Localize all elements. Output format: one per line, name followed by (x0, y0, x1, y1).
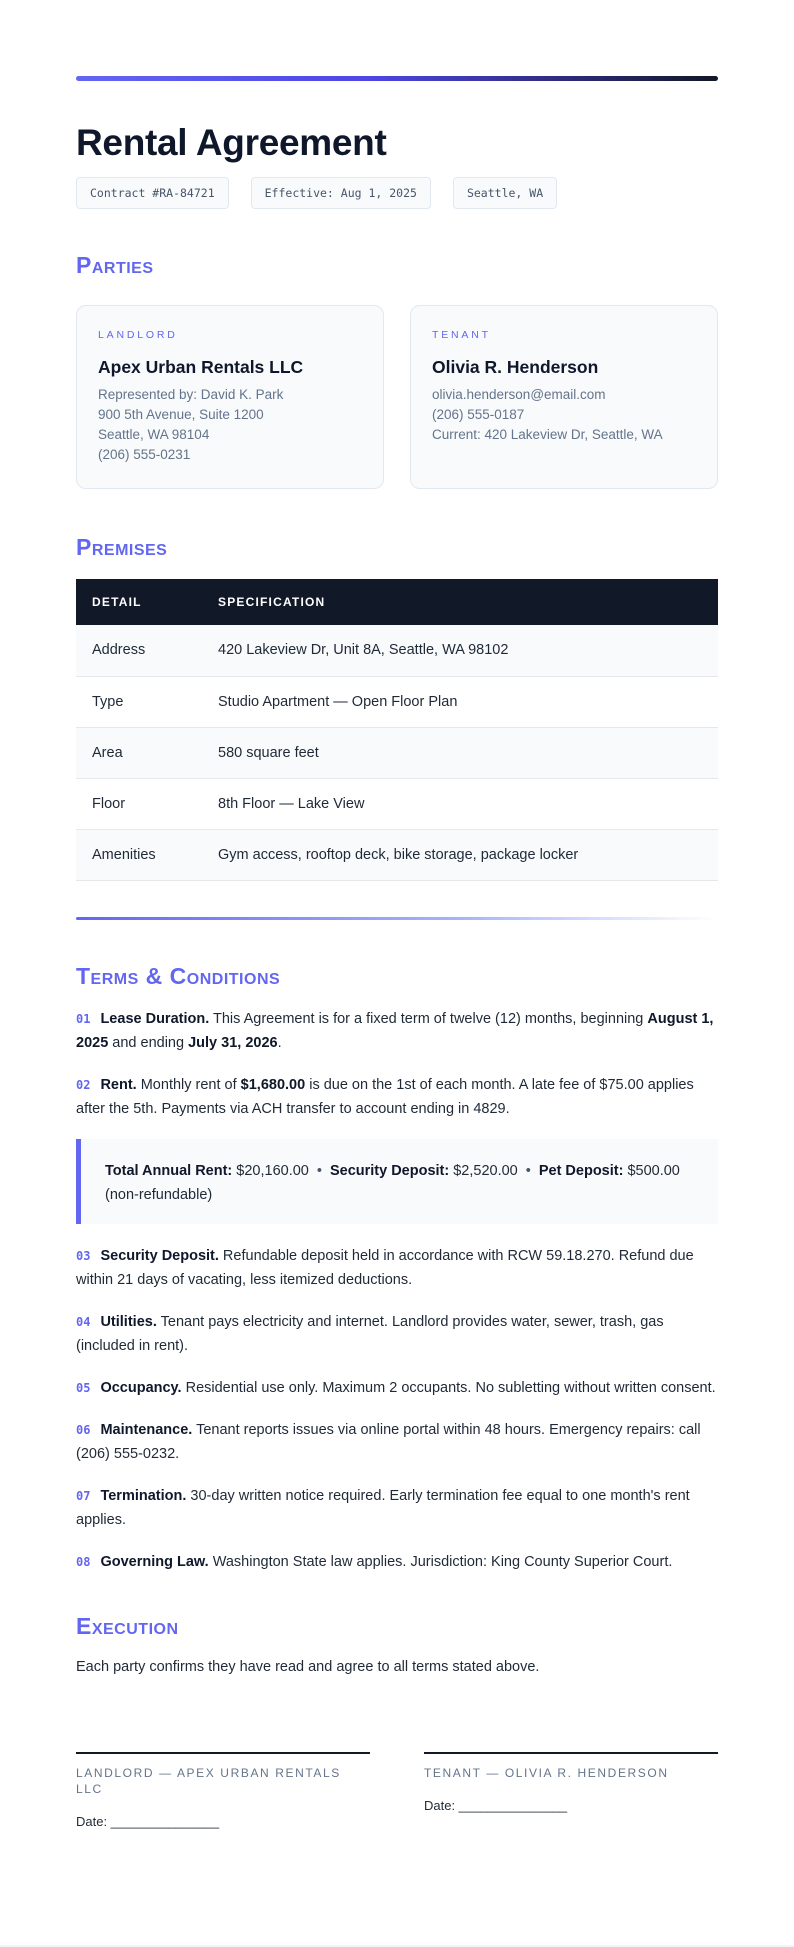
term-lease-duration (76, 1007, 718, 1055)
security-deposit-label: Security Deposit: (329, 1162, 450, 1179)
tenant-name: Olivia R. Henderson (432, 357, 599, 377)
premises-table (76, 579, 718, 881)
detail-cell: Address (76, 625, 202, 676)
term-text: Tenant pays electricity and internet. Landlord provides water, sewer, trash, gas (included in rent). (76, 1313, 664, 1354)
term-utilities (76, 1310, 718, 1358)
term-number: 07 (76, 1488, 91, 1503)
term-title: Security Deposit. (100, 1247, 219, 1264)
terms-list (76, 1007, 718, 1574)
terms-heading: Terms & Conditions (76, 962, 281, 989)
table-row (76, 676, 718, 727)
pet-deposit-label: Pet Deposit: (538, 1162, 624, 1179)
term-text: Residential use only. Maximum 2 occupants. No subletting without written consent. (181, 1379, 716, 1396)
term-termination (76, 1484, 718, 1532)
parties-cards (76, 305, 718, 489)
monthly-rent: $1,680.00 (240, 1076, 306, 1093)
column-header-specification: SPECIFICATION (202, 579, 718, 625)
term-number: 02 (76, 1077, 91, 1092)
detail-cell: Amenities (76, 829, 202, 880)
parties-heading: Parties (76, 252, 154, 278)
term-title: Occupancy. (100, 1379, 182, 1396)
term-governing-law (76, 1550, 718, 1574)
term-number: 04 (76, 1314, 91, 1329)
landlord-address-line-2: Seattle, WA 98104 (98, 427, 210, 442)
tenant-card (410, 305, 718, 489)
term-text: and ending (108, 1034, 189, 1051)
tenant-signature-date[interactable]: Date: _______________ (424, 1797, 568, 1813)
landlord-signature-label: LANDLORD — APEX URBAN RENTALS LLC (76, 1765, 341, 1796)
detail-cell: Area (76, 727, 202, 778)
detail-cell: Floor (76, 778, 202, 829)
table-header-row (76, 579, 718, 625)
table-row (76, 829, 718, 880)
term-text: Monthly rent of (136, 1076, 241, 1093)
spec-cell: Gym access, rooftop deck, bike storage, package locker (202, 829, 718, 880)
rental-agreement-document (76, 76, 718, 1831)
execution-heading: Execution (76, 1612, 179, 1639)
table-row (76, 625, 718, 676)
annual-rent-label: Total Annual Rent: (105, 1162, 233, 1179)
document-meta-chips (76, 177, 718, 209)
spec-cell: 420 Lakeview Dr, Unit 8A, Seattle, WA 98102 (202, 625, 718, 676)
pet-deposit-value: $500.00 (non-refundable) (105, 1162, 680, 1203)
tenant-email: olivia.henderson@email.com (432, 387, 606, 402)
term-maintenance (76, 1418, 718, 1466)
effective-date-chip: Effective: Aug 1, 2025 (251, 177, 431, 209)
tenant-phone: (206) 555-0187 (432, 407, 525, 422)
landlord-address-line-1: 900 5th Avenue, Suite 1200 (98, 407, 264, 422)
term-title: Lease Duration. (100, 1010, 210, 1027)
landlord-card (76, 305, 384, 489)
term-text: Tenant reports issues via online portal within 48 hours. Emergency repairs: call (206) 555-0232. (76, 1421, 701, 1462)
term-title: Rent. (100, 1076, 137, 1093)
execution-statement: Each party confirms they have read and agree to all terms stated above. (76, 1658, 540, 1675)
term-title: Governing Law. (100, 1553, 209, 1570)
table-row (76, 778, 718, 829)
term-number: 05 (76, 1380, 91, 1395)
term-number: 03 (76, 1248, 91, 1263)
term-security-deposit (76, 1244, 718, 1292)
start-date: August 1, 2025 (76, 1010, 714, 1051)
term-text: Refundable deposit held in accordance with RCW 59.18.270. Refund due within 21 days of vacating, less itemized deductions. (76, 1247, 694, 1288)
term-text: is due on the 1st of each month. A late fee of $75.00 applies after the 5th. Payments via ACH transfer to account ending in 4829. (76, 1076, 694, 1117)
end-date: July 31, 2026 (188, 1034, 278, 1051)
term-number: 06 (76, 1422, 91, 1437)
column-header-detail: DETAIL (76, 579, 202, 625)
premises-heading: Premises (76, 534, 168, 560)
landlord-signature-date[interactable]: Date: _______________ (76, 1813, 220, 1829)
term-occupancy (76, 1376, 718, 1400)
tenant-role-label: TENANT (432, 329, 491, 341)
tenant-signature-line[interactable] (424, 1752, 718, 1831)
tenant-current-address: Current: 420 Lakeview Dr, Seattle, WA (432, 427, 663, 442)
term-number: 08 (76, 1554, 91, 1569)
spec-cell: 580 square feet (202, 727, 718, 778)
term-text: Washington State law applies. Jurisdiction: King County Superior Court. (208, 1553, 673, 1570)
landlord-role-label: LANDLORD (98, 329, 178, 341)
term-text: . (277, 1034, 282, 1051)
annual-rent-value: $20,160.00 (232, 1162, 309, 1179)
spec-cell: 8th Floor — Lake View (202, 778, 718, 829)
landlord-phone: (206) 555-0231 (98, 447, 191, 462)
term-number: 01 (76, 1011, 91, 1026)
landlord-name: Apex Urban Rentals LLC (98, 357, 304, 377)
document-title: Rental Agreement (76, 122, 387, 163)
signature-blocks (76, 1752, 718, 1831)
detail-cell: Type (76, 676, 202, 727)
tenant-signature-label: TENANT — OLIVIA R. HENDERSON (424, 1765, 669, 1780)
term-text: 30-day written notice required. Early termination fee equal to one month's rent applies. (76, 1487, 690, 1528)
term-title: Maintenance. (100, 1421, 193, 1438)
landlord-signature-line[interactable] (76, 1752, 370, 1831)
separator-dot: • (316, 1162, 322, 1179)
separator-dot: • (525, 1162, 531, 1179)
term-title: Termination. (100, 1487, 187, 1504)
top-accent-bar (76, 76, 718, 81)
location-chip: Seattle, WA (453, 177, 557, 209)
term-text: This Agreement is for a fixed term of twelve (12) months, beginning (209, 1010, 648, 1027)
spec-cell: Studio Apartment — Open Floor Plan (202, 676, 718, 727)
landlord-representative: Represented by: David K. Park (98, 387, 284, 402)
term-title: Utilities. (100, 1313, 157, 1330)
term-rent (76, 1073, 718, 1121)
security-deposit-value: $2,520.00 (449, 1162, 518, 1179)
contract-number-chip: Contract #RA-84721 (76, 177, 229, 209)
section-divider (76, 917, 718, 920)
table-row (76, 727, 718, 778)
rent-summary-callout (76, 1139, 718, 1224)
